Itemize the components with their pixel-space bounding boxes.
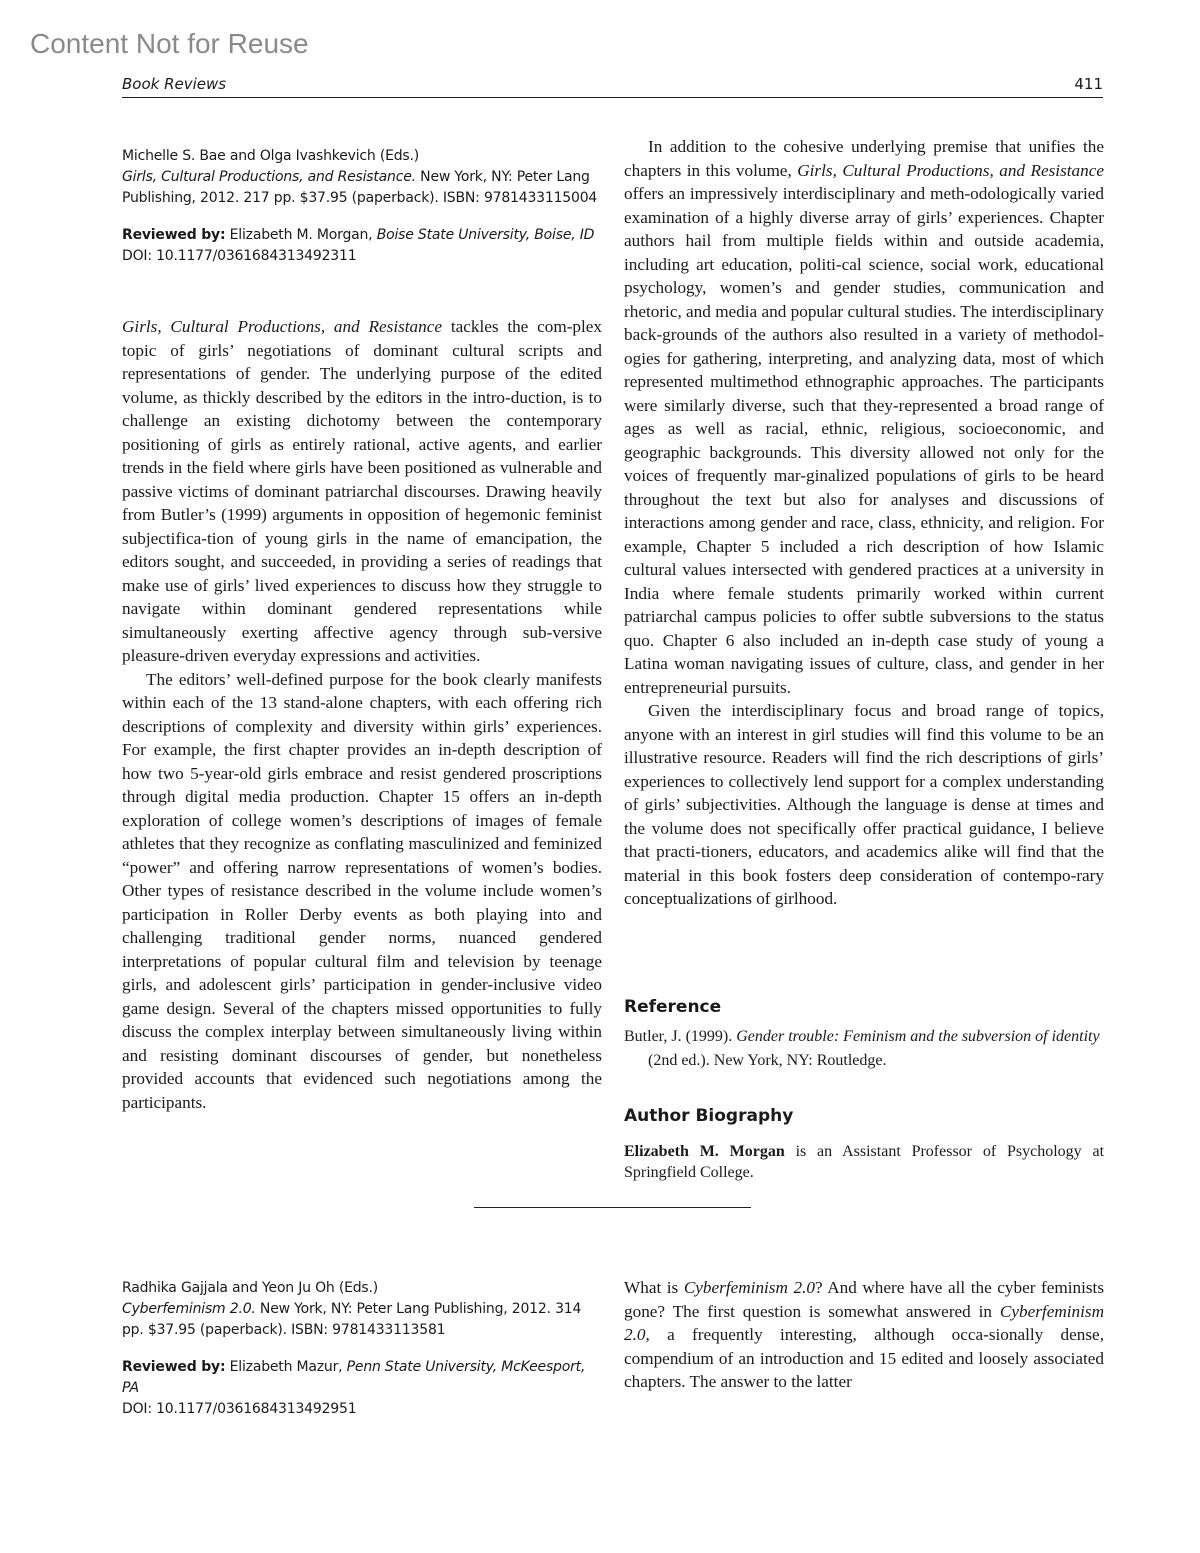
reference-title: Gender trouble: Feminism and the subversion of identity — [736, 1028, 1100, 1045]
review2-meta — [122, 1278, 604, 1420]
book-citation — [122, 1299, 604, 1320]
publisher-line: New York, NY: Peter Lang Publishing, 2012. 314 — [259, 1301, 582, 1317]
publisher-details: Publishing, 2012. 217 pp. $37.95 (paperback). ISBN: 9781433115004 — [122, 190, 598, 206]
reviewer-name: Elizabeth Mazur, — [229, 1359, 343, 1375]
bio-text: is an Assistant Professor of Psychology at Springfield College. — [624, 1143, 1105, 1181]
author-bio — [624, 1141, 1104, 1183]
reviewer-line — [122, 225, 604, 246]
paragraph-text: tackles the com-plex topic of girls’ negotiations of dominant cultural scripts and representations of gender. The underlying purpose of the edited volume, as thickly described by the editors in the intro-duction, is to challenge an existing dichotomy between the contemporary positioning of girls as entirely rational, active agents, and earlier trends in the field where girls have been positioned as vulnerable and passive victims of dominant patriarchal discourses. Drawing heavily from Butler’s (1999) arguments in opposition of hegemonic feminist subjectifica-tion of young girls in the name of emancipation, the editors sought, and succeeded, in providing a series of readings that make use of girls’ lived experiences to discuss how they struggle to navigate within dominant gendered representations while simultaneously exerting affective agency through sub-versive pleasure-driven everyday expressions and activities. — [122, 317, 603, 665]
watermark: Content Not for Reuse — [30, 28, 309, 59]
reviewed-by-label: Reviewed by: — [122, 1359, 226, 1375]
reviewed-by-label: Reviewed by: — [122, 227, 226, 243]
paragraph: Given the interdisciplinary focus and broad range of topics, anyone with an interest in girl studies will find this volume to be an illustrative resource. Readers will find the rich descriptions of girls’ experiences to collectively lend support for a complex understanding of girls’ subjectivities. Although the language is dense at times and the volume does not specifically offer practical guidance, I believe that practi-tioners, educators, and academics alike will find that the material in this book fosters deep consideration of contempo-rary conceptualizations of girlhood. — [624, 701, 1104, 908]
reviewer-affiliation: Boise State University, Boise, ID — [376, 227, 595, 243]
paragraph — [122, 315, 602, 668]
book-title: Girls, Cultural Productions, and Resistance. — [122, 169, 416, 185]
paragraph-text: In addition to the cohesive underlying premise that unifies the chapters in this volume, — [624, 137, 1104, 180]
section-title: Book Reviews — [122, 75, 227, 93]
publisher-details: pp. $37.95 (paperback). ISBN: 9781433113581 — [122, 1322, 446, 1338]
book-title: Cyberfeminism 2.0. — [122, 1301, 256, 1317]
reviewer-name: Elizabeth M. Morgan, — [229, 227, 373, 243]
doi: DOI: 10.1177/0361684313492951 — [122, 1401, 357, 1417]
book-title-inline: Girls, Cultural Productions, and Resistance — [797, 160, 1104, 180]
reference-heading: Reference — [624, 997, 722, 1017]
paragraph — [624, 1276, 1104, 1394]
book-citation — [122, 167, 604, 188]
book-title-inline: Cyberfeminism 2.0 — [683, 1278, 815, 1297]
paragraph-text: ? And where have all the cyber feminists gone? The first question is somewhat answered in — [624, 1278, 1105, 1321]
paragraph: The editors’ well-defined purpose for the book clearly manifests within each of the 13 stand-alone chapters, with each offering rich descriptions of complexity and diversity within girls’ experiences. For example, the first chapter provides an in-depth description of how two 5-year-old girls embrace and resist gendered proscriptions through digital media production. Chapter 15 offers an in-depth exploration of college women’s descriptions of images of female athletes that they recognize as conflating masculinized and feminized “power” and offering narrow representations of women’s bodies. Other types of resistance described in the volume include women’s participation in Roller Derby events as both playing into and challenging traditional gender norms, nuanced gendered interpretations of popular cultural film and television by teenage girls, and adolescent girls’ participation in gender-inclusive video game design. Several of the chapters missed opportunities to fully discuss the complex interplay between simultaneously living within and resisting dominant discourses of gender, but nonetheless provided accounts that evidenced such negotiations among the participants. — [122, 669, 602, 1112]
review1-left-column — [122, 315, 602, 1114]
paragraph-text: offers an impressively interdisciplinary and meth-odologically varied examination of a highly diverse array of girls’ experiences. Chapter authors hail from multiple fields within and outside academia, including art education, politi-cal science, social work, educational psychology, women’s and gender studies, communication and rhetoric, and media and popular cultural studies. The interdisciplinary back-grounds of the authors also resulted in a variety of methodol-ogies for gathering, interpreting, and analyzing data, most of which represented multimethod ethnographic approaches. The participants were similarly diverse, such that they-represented a broad range of ages as well as racial, ethnic, religious, socioeconomic, and geographic backgrounds. This diversity allowed not only for the voices of frequently mar-ginalized populations of girls to be heard throughout the text but also for analyses and discussions of interactions among gender and race, class, ethnicity, and religion. For example, Chapter 5 included a rich description of how Islamic cultural values intersected with gendered practices at a university in India where female students primarily worked within current patriarchal campus policies to offer subtle subversions to the status quo. Chapter 6 also included an in-depth case study of young a Latina woman navigating issues of culture, class, and gender in her entrepreneurial pursuits. — [624, 184, 1104, 697]
reference-publisher: (2nd ed.). New York, NY: Routledge. — [648, 1052, 887, 1069]
review1-right-column — [624, 135, 1104, 911]
bio-name: Elizabeth M. Morgan — [624, 1143, 785, 1160]
paragraph-text: , a frequently interesting, although occa-sionally dense, compendium of an introduction and 15 edited and loosely associated chapters. The answer to the latter — [624, 1325, 1104, 1391]
review1-meta — [122, 146, 604, 267]
book-editors: Radhika Gajjala and Yeon Ju Oh (Eds.) — [122, 1280, 379, 1296]
review-divider — [474, 1207, 751, 1208]
reviewer-affiliation: Penn State University, McKeesport, PA — [122, 1359, 586, 1396]
bio-heading: Author Biography — [624, 1106, 794, 1126]
book-editors: Michelle S. Bae and Olga Ivashkevich (Eds.) — [122, 148, 420, 164]
reference-author: Butler, J. (1999). — [624, 1028, 733, 1045]
reviewer-line — [122, 1357, 604, 1399]
reference-list — [624, 1025, 1104, 1073]
publisher-line: New York, NY: Peter Lang — [420, 169, 590, 185]
review2-right-column — [624, 1276, 1104, 1394]
book-title-inline: Cyberfeminism 2.0 — [624, 1301, 1104, 1344]
paragraph-text: What is — [624, 1278, 679, 1297]
paragraph — [624, 135, 1104, 699]
book-title-inline: Girls, Cultural Productions, and Resistance — [122, 317, 443, 336]
running-head — [122, 72, 1103, 98]
reference-entry — [624, 1025, 1104, 1073]
page-number: 411 — [1074, 75, 1103, 93]
doi: DOI: 10.1177/0361684313492311 — [122, 248, 357, 264]
